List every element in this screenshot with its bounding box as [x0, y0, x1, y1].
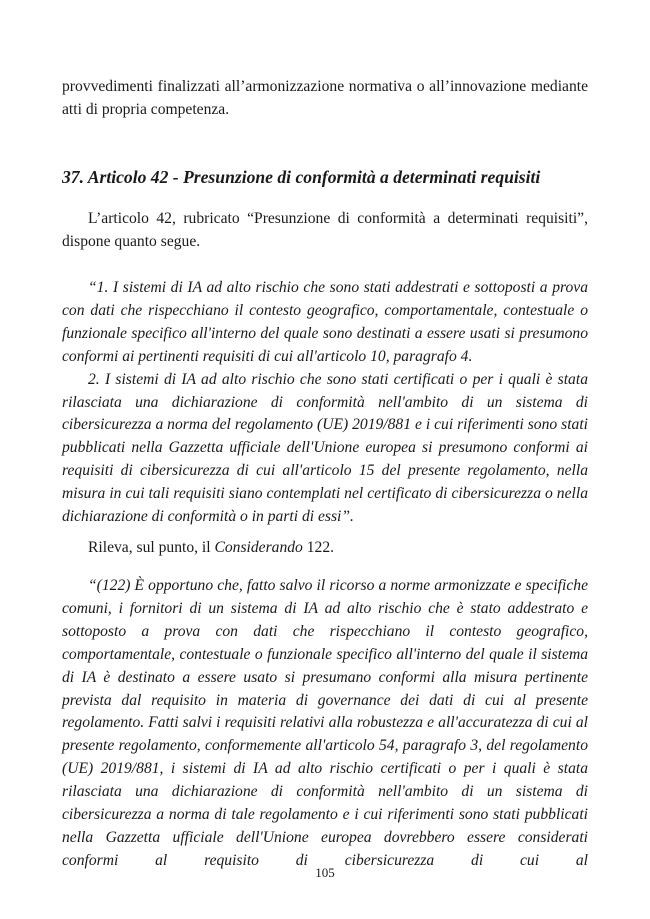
recital-intro-prefix: Rileva, sul punto, il	[88, 539, 215, 556]
section-heading: 37. Articolo 42 - Presunzione di conformità a determinati requisiti	[62, 167, 541, 187]
quote-paragraph-1: “1. I sistemi di IA ad alto rischio che sono stati addestrati e sottoposti a prova con dati che rispecchiano il contesto geografico, comportamentale, contestuale o funzionale specifico all'interno del quale sono destinati a essere usati si presumono conformi ai pertinenti requisiti di cui all'articolo 10, paragrafo 4.	[62, 279, 588, 365]
recital-intro-suffix: 122.	[302, 539, 335, 556]
page-number: 105	[315, 865, 335, 880]
recital-intro-term: Considerando	[214, 539, 303, 556]
article-quote	[62, 277, 588, 529]
article-intro-paragraph: L’articolo 42, rubricato “Presunzione di conformità a determinati requisiti”, dispone quanto segue.	[62, 210, 588, 250]
recital-intro-paragraph	[62, 537, 588, 560]
recital-quote-paragraph: “(122) È opportuno che, fatto salvo il ricorso a norme armonizzate e specifiche comuni, i fornitori di un sistema di IA ad alto rischio che è stato addestrato e sottoposto a prova con dati che rispecchiano il contesto geografico, comportamentale, contestuale o funzionale specifico all'interno del quale il sistema di IA è destinato a essere usato si presumano conformi alla misura pertinente prevista dal requisito in materia di governance dei dati di cui al presente regolamento. Fatti salvi i requisiti relativi alla robustezza e all'accuratezza di cui al presente regolamento, conformemente all'articolo 54, paragrafo 3, del regolamento (UE) 2019/881, i sistemi di IA ad alto rischio certificati o per i quali è stata rilasciata una dichiarazione di conformità nell'ambito di un sistema di cibersicurezza a norma di tale regolamento e i cui riferimenti sono stati pubblicati nella Gazzetta ufficiale dell'Unione europea dovrebbero essere considerati conformi al requisito di cibersicurezza di cui al	[62, 577, 588, 869]
intro-paragraph: provvedimenti finalizzati all’armonizzazione normativa o all’innovazione mediante atti di propria competenza.	[62, 78, 588, 118]
quote-paragraph-2: 2. I sistemi di IA ad alto rischio che sono stati certificati o per i quali è stata rilasciata una dichiarazione di conformità nell'ambito di un sistema di cibersicurezza a norma del regolamento (UE) 2019/881 e i cui riferimenti sono stati pubblicati nella Gazzetta ufficiale dell'Unione europea si presumono conformi ai requisiti di cibersicurezza di cui all'articolo 15 del presente regolamento, nella misura in cui tali requisiti siano contemplati nel certificato di cibersicurezza o nella dichiarazione di conformità o in parti di essi”.	[62, 370, 588, 526]
